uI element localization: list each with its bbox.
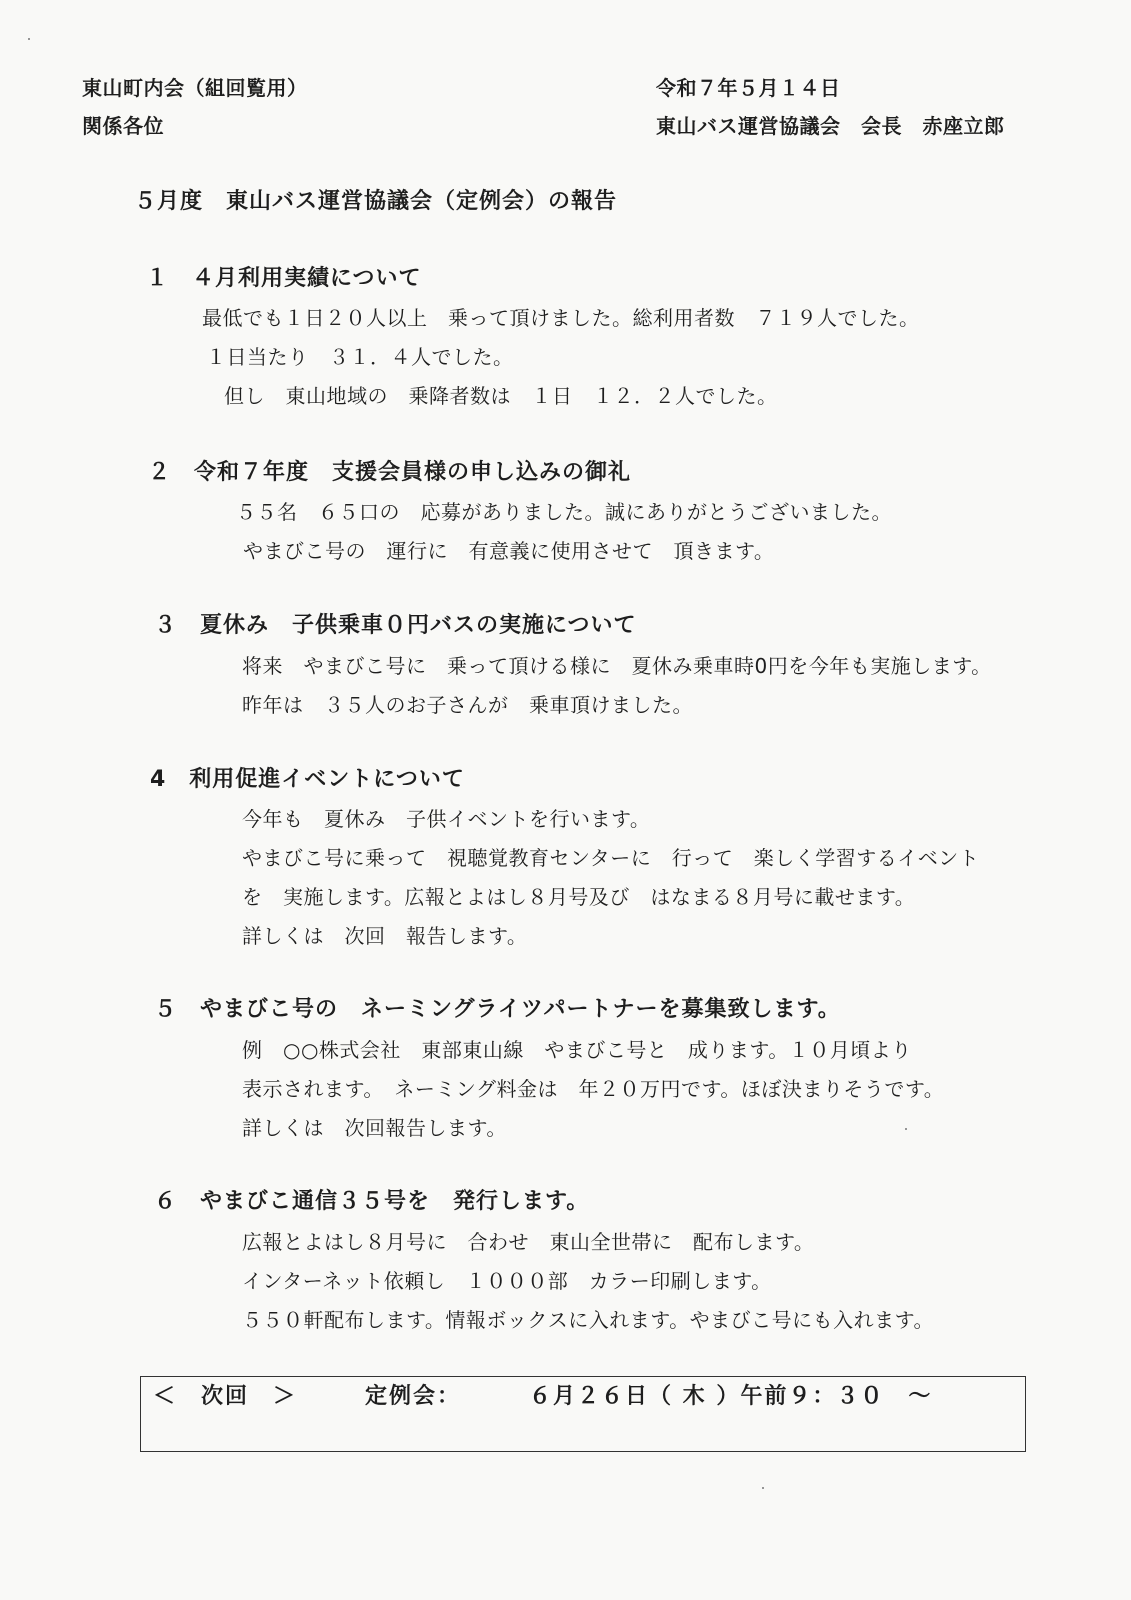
next-meeting-datetime: ６月２６日（ 木 ）午前９：３０ ～ — [529, 1384, 933, 1409]
next-meeting-box — [140, 1376, 1026, 1452]
section-6-line-3: ５５０軒配布します。情報ボックスに入れます。やまびこ号にも入れます。 — [242, 1308, 934, 1332]
next-meeting-type: 定例会： — [365, 1384, 462, 1409]
section-1-line-3: 但し 東山地域の 乗降者数は １日 １２．２人でした。 — [224, 384, 778, 408]
recipient-line-2: 関係各位 — [82, 114, 164, 138]
recipient-line-1: 東山町内会（組回覧用） — [82, 76, 308, 100]
section-5-line-2: 表示されます。 ネーミング料金は 年２０万円です。ほぼ決まりそうです。 — [242, 1077, 945, 1101]
section-1-line-1: 最低でも１日２０人以上 乗って頂けました。総利用者数 ７１９人でした。 — [202, 306, 920, 330]
section-3-line-2: 昨年は ３５人のお子さんが 乗車頂けました。 — [242, 693, 693, 717]
section-1-heading: １ ４月利用実績について — [146, 266, 422, 291]
section-4-heading: 4 利用促進イベントについて — [150, 767, 465, 792]
section-2-line-2: やまびこ号の 運行に 有意義に使用させて 頂きます。 — [243, 539, 775, 563]
paper-speck — [905, 1128, 907, 1130]
section-5-line-3: 詳しくは 次回報告します。 — [242, 1116, 507, 1140]
section-3-line-1: 将来 やまびこ号に 乗って頂ける様に 夏休み乗車時0円を今年も実施します。 — [242, 654, 992, 678]
section-4-line-4: 詳しくは 次回 報告します。 — [242, 924, 528, 948]
section-6-heading: ６ やまびこ通信３５号を 発行します。 — [154, 1189, 590, 1214]
section-2-heading: ２ 令和７年度 支援会員様の申し込みの御礼 — [148, 460, 632, 485]
section-4-line-2: やまびこ号に乗って 視聴覚教育センターに 行って 楽しく学習するイベント — [242, 846, 980, 870]
section-1-line-2: １日当たり ３１．４人でした。 — [206, 345, 514, 369]
paper-speck — [762, 1487, 764, 1489]
section-4-line-1: 今年も 夏休み 子供イベントを行います。 — [242, 807, 651, 831]
document-date: 令和７年５月１４日 — [656, 76, 841, 100]
paper-speck — [28, 38, 30, 40]
sender-name: 東山バス運営協議会 会長 赤座立郎 — [656, 114, 1005, 138]
section-4-line-3: を 実施します。広報とよはし８月号及び はなまる８月号に載せます。 — [242, 885, 916, 909]
section-6-line-2: インターネット依頼し １０００部 カラー印刷します。 — [242, 1269, 772, 1293]
section-3-heading: ３ 夏休み 子供乗車０円バスの実施について — [154, 613, 637, 638]
section-6-line-1: 広報とよはし８月号に 合わせ 東山全世帯に 配布します。 — [242, 1230, 815, 1254]
section-2-line-1: ５５名 ６５口の 応募がありました。誠にありがとうございました。 — [236, 500, 892, 524]
next-meeting-label: ＜ 次回 ＞ — [153, 1384, 298, 1409]
section-5-line-1: 例 ○○株式会社 東部東山線 やまびこ号と 成ります。１０月頃より — [242, 1038, 912, 1062]
document-title: ５月度 東山バス運営協議会（定例会）の報告 — [134, 189, 618, 214]
section-5-heading: ５ やまびこ号の ネーミングライツパートナーを募集致します。 — [154, 997, 841, 1022]
